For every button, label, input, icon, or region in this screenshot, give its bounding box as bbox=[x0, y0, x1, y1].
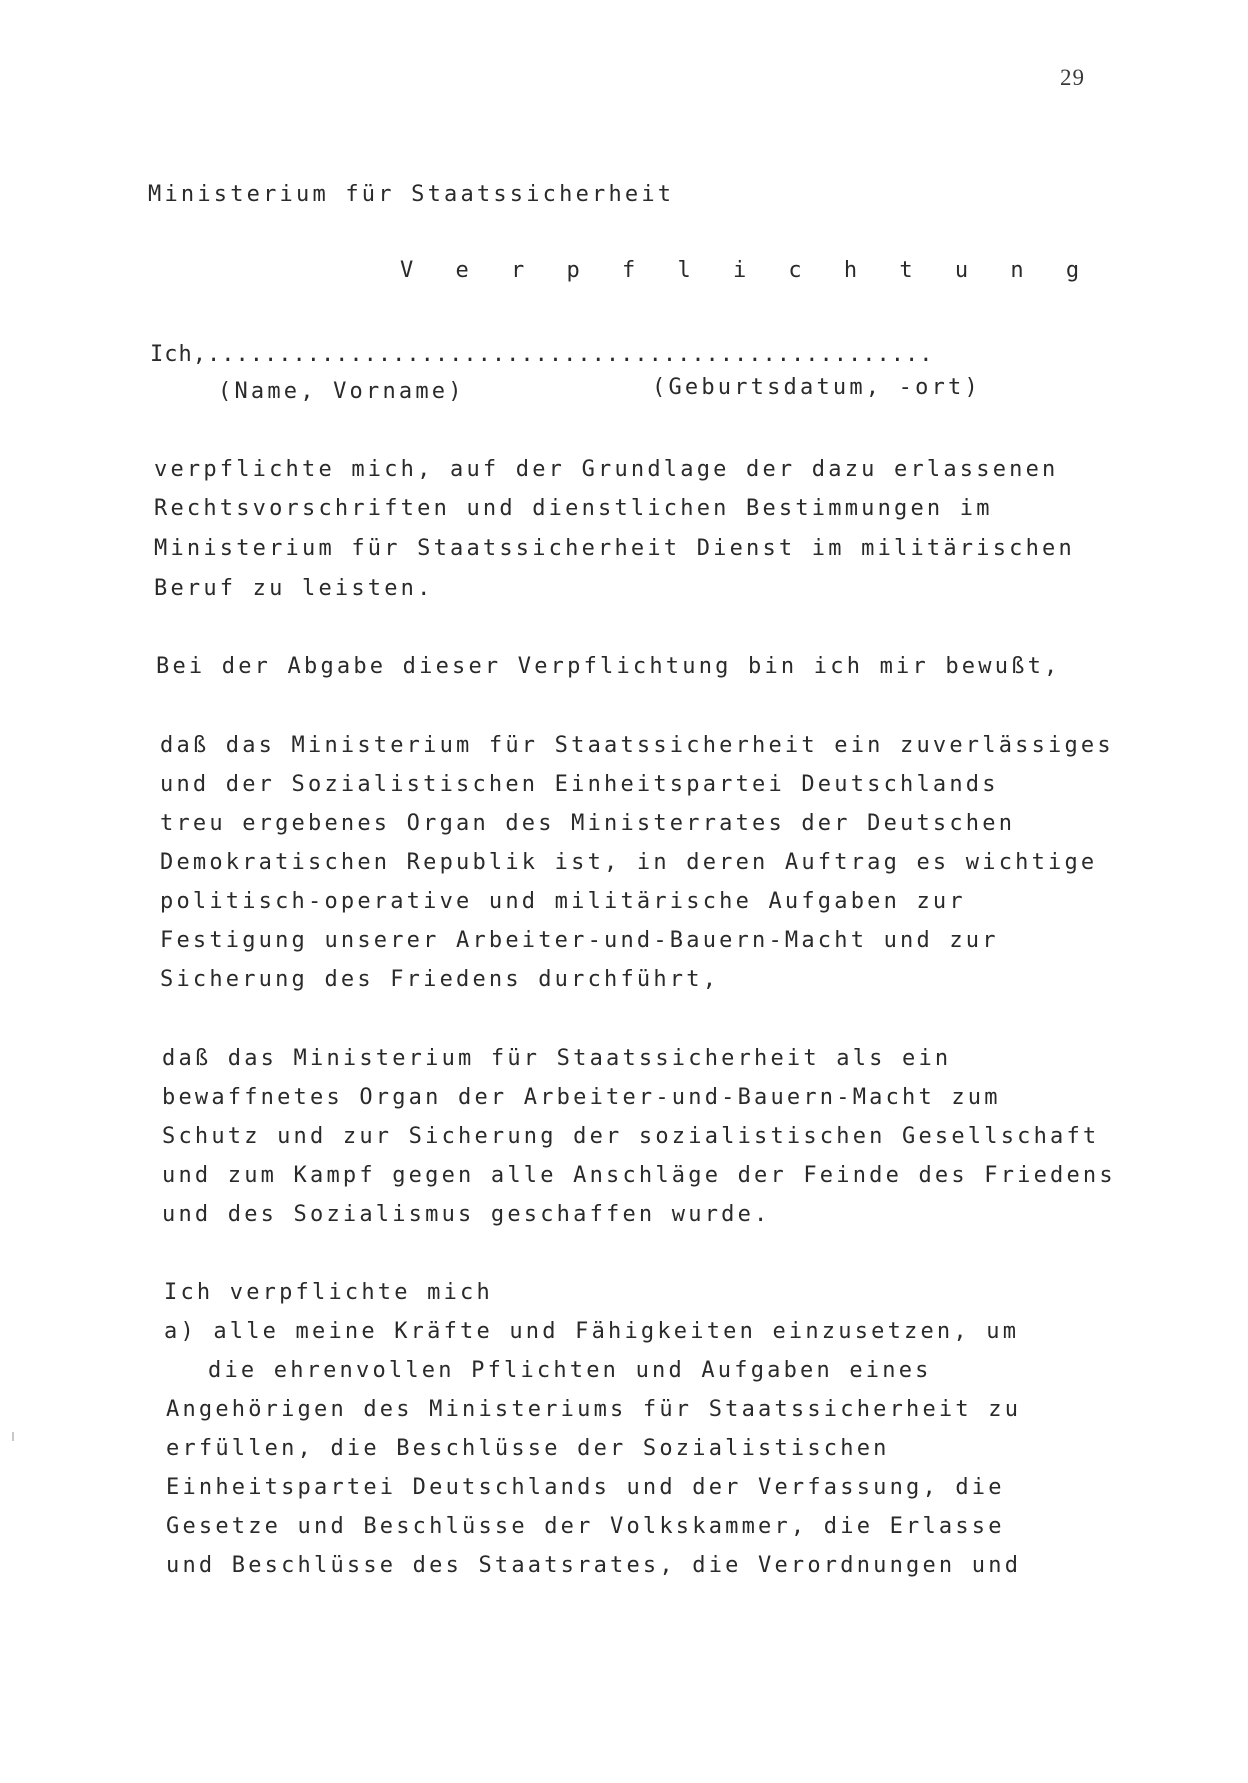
paragraph-3-line: Festigung unserer Arbeiter-und-Bauern-Macht und zur bbox=[160, 928, 999, 953]
document-title: V e r p f l i c h t u n g bbox=[400, 258, 1094, 283]
paragraph-3-line: treu ergebenes Organ des Ministerrates der Deutschen bbox=[160, 811, 1016, 836]
paragraph-4-line: daß das Ministerium für Staatssicherheit als ein bbox=[162, 1046, 952, 1071]
paragraph-3-line: und der Sozialistischen Einheitspartei Deutschlands bbox=[160, 772, 999, 797]
paragraph-1-line: Ministerium für Staatssicherheit Dienst im militärischen bbox=[154, 536, 1075, 561]
paragraph-3-line: daß das Ministerium für Staatssicherheit ein zuverlässiges bbox=[160, 733, 1114, 758]
paragraph-3-line: politisch-operative und militärische Aufgaben zur bbox=[160, 889, 966, 914]
document-heading: Ministerium für Staatssicherheit bbox=[148, 182, 675, 207]
paragraph-5-line: Angehörigen des Ministeriums für Staatssicherheit zu bbox=[166, 1397, 1022, 1422]
paragraph-1-line: Beruf zu leisten. bbox=[154, 576, 434, 601]
name-entry-line: Ich,................................................... bbox=[150, 342, 934, 367]
paragraph-5-line: Einheitspartei Deutschlands und der Verfassung, die bbox=[166, 1475, 1005, 1500]
paragraph-5-line: a) alle meine Kräfte und Fähigkeiten einzusetzen, um bbox=[164, 1319, 1020, 1344]
paragraph-3-line: Sicherung des Friedens durchführt, bbox=[160, 967, 720, 992]
paragraph-5-line: Ich verpflichte mich bbox=[164, 1280, 493, 1305]
scan-speck bbox=[12, 1432, 14, 1441]
paragraph-1-line: Rechtsvorschriften und dienstlichen Bestimmungen im bbox=[154, 496, 993, 521]
paragraph-2-line: Bei der Abgabe dieser Verpflichtung bin ich mir bewußt, bbox=[156, 654, 1061, 679]
paragraph-5-line: und Beschlüsse des Staatsrates, die Verordnungen und bbox=[166, 1553, 1022, 1578]
paragraph-3-line: Demokratischen Republik ist, in deren Auftrag es wichtige bbox=[160, 850, 1098, 875]
paragraph-4-line: Schutz und zur Sicherung der sozialistischen Gesellschaft bbox=[162, 1124, 1100, 1149]
paragraph-4-line: bewaffnetes Organ der Arbeiter-und-Bauern-Macht zum bbox=[162, 1085, 1001, 1110]
paragraph-5-line: Gesetze und Beschlüsse der Volkskammer, die Erlasse bbox=[166, 1514, 1005, 1539]
name-field-label: (Name, Vorname) bbox=[218, 379, 465, 404]
page-number: 29 bbox=[1060, 65, 1085, 90]
paragraph-5-line: die ehrenvollen Pflichten und Aufgaben eines bbox=[208, 1358, 932, 1383]
paragraph-4-line: und zum Kampf gegen alle Anschläge der Feinde des Friedens bbox=[162, 1163, 1116, 1188]
paragraph-4-line: und des Sozialismus geschaffen wurde. bbox=[162, 1202, 771, 1227]
paragraph-5-line: erfüllen, die Beschlüsse der Sozialistischen bbox=[166, 1436, 890, 1461]
paragraph-1-line: verpflichte mich, auf der Grundlage der dazu erlassenen bbox=[154, 457, 1059, 482]
birth-field-label: (Geburtsdatum, -ort) bbox=[652, 375, 981, 400]
